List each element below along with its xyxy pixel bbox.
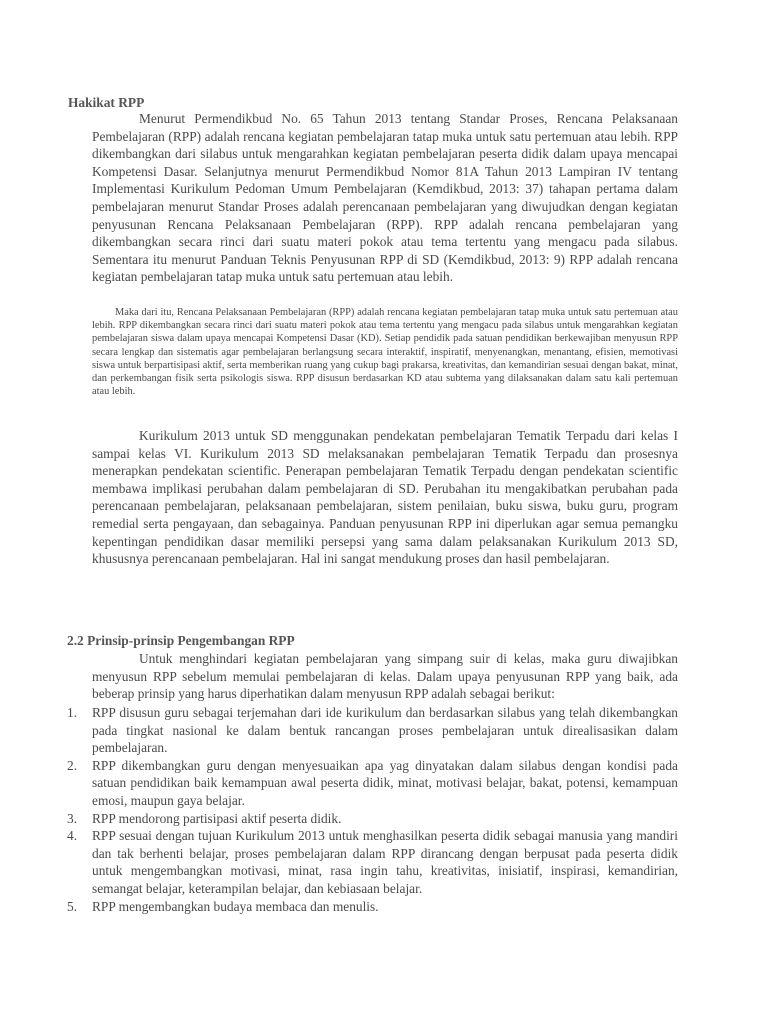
principles-list	[67, 704, 678, 915]
paragraph-quote: Maka dari itu, Rencana Pelaksanaan Pembelajaran (RPP) adalah rencana kegiatan pembelajaran tatap muka untuk satu pertemuan atau lebih. RPP dikembangkan secara rinci dari suatu materi pokok atau tema tertentu yang mengacu pada silabus untuk mengarahkan kegiatan pembelajaran siswa dalam upaya mencapai Kompetensi Dasar (KD). Setiap pendidik pada satuan pendidikan berkewajiban menyusun RPP secara lengkap dan sistematis agar pembelajaran berlangsung secara interaktif, inspiratif, menyenangkan, menantang, efisien, memotivasi siswa untuk berpartisipasi aktif, serta memberikan ruang yang cukup bagi prakarsa, kreativitas, dan kemandirian sesuai dengan bakat, minat, dan perkembangan fisik serta psikologis siswa. RPP disusun berdasarkan KD atau subtema yang dilaksanakan dalam satu kali pertemuan atau lebih.	[92, 307, 678, 398]
list-item-number: 3.	[67, 810, 78, 826]
list-item	[67, 810, 678, 828]
list-item-text: RPP mengembangkan budaya membaca dan menulis.	[92, 898, 379, 914]
list-item-number: 1.	[67, 705, 78, 720]
paragraph-definition: Menurut Permendikbud No. 65 Tahun 2013 tentang Standar Proses, Rencana Pelaksanaan Pembelajaran (RPP) adalah rencana kegiatan pembelajaran tatap muka untuk satu pertemuan atau lebih. RPP dikembangkan dari silabus untuk mengarahkan kegiatan pembelajaran peserta didik dalam upaya mencapai Kompetensi Dasar. Selanjutnya menurut Permendikbud Nomor 81A Tahun 2013 Lampiran IV tentang Implementasi Kurikulum Pedoman Umum Pembelajaran (Kemdikbud, 2013: 37) tahapan pertama dalam pembelajaran menurut Standar Proses adalah perencanaan pembelajaran yang diwujudkan dengan kegiatan penyusunan Rencana Pelaksanaan Pembelajaran (RPP). RPP adalah rencana pembelajaran yang dikembangkan secara rinci dari suatu materi pokok atau tema tertentu yang mengacu pada silabus. Sementara itu menurut Panduan Teknis Penyusunan RPP di SD (Kemdikbud, 2013: 9) RPP adalah rencana kegiatan pembelajaran tatap muka untuk satu pertemuan atau lebih.	[92, 111, 678, 285]
list-item-number: 4.	[67, 828, 78, 844]
list-item	[67, 757, 678, 810]
section-heading-hakikat-rpp: Hakikat RPP	[68, 95, 145, 110]
list-item-text: RPP sesuai dengan tujuan Kurikulum 2013 untuk menghasilkan peserta didik sebagai manusia yang mandiri dan tak berhenti belajar, proses pembelajaran dalam RPP dirancang dengan berpusat pada peserta didik untuk mengembangkan motivasi, minat, rasa ingin tahu, kreativitas, inisiatif, inspirasi, kemandirian, semangat belajar, keterampilan belajar, dan kebiasaan belajar.	[92, 828, 678, 896]
list-item-text: RPP disusun guru sebagai terjemahan dari ide kurikulum dan berdasarkan silabus yang telah dikembangkan pada tingkat nasional ke dalam bentuk rancangan proses pembelajaran untuk direalisasikan dalam pembelajaran.	[92, 705, 678, 756]
list-item-number: 2.	[67, 757, 78, 773]
paragraph-kurikulum: Kurikulum 2013 untuk SD menggunakan pendekatan pembelajaran Tematik Terpadu dari kelas I sampai kelas VI. Kurikulum 2013 SD melaksanakan pembelajaran Tematik Terpadu dan prosesnya menerapkan pendekatan scientific. Penerapan pembelajaran Tematik Terpadu dengan pendekatan scientific membawa implikasi perubahan dalam pembelajaran di SD. Perubahan itu mengakibatkan perubahan pada perencanaan pembelajaran, pelaksanaan pembelajaran, sistem penilaian, buku siswa, buku guru, program remedial serta pengayaan, dan sebagainya. Panduan penyusunan RPP ini diperlukan agar semua pemangku kepentingan pendidikan dasar memiliki persepsi yang sama dalam pelaksanakan Kurikulum 2013 SD, khususnya perencanaan pembelajaran. Hal ini sangat mendukung proses dan hasil pembelajaran.	[92, 428, 678, 567]
list-item-text: RPP mendorong partisipasi aktif peserta didik.	[92, 810, 342, 826]
list-item-text: RPP dikembangkan guru dengan menyesuaikan apa yag dinyatakan dalam silabus dengan kondisi pada satuan pendidikan baik kemampuan awal peserta didik, minat, motivasi belajar, bakat, potensi, kemampuan emosi, maupun gaya belajar.	[92, 757, 678, 808]
section-heading-prinsip: 2.2 Prinsip-prinsip Pengembangan RPP	[67, 633, 295, 648]
paragraph-prinsip-intro: Untuk menghindari kegiatan pembelajaran yang simpang suir di kelas, maka guru diwajibkan menyusun RPP sebelum memulai pembelajaran di kelas. Dalam upaya penyusunan RPP yang baik, ada beberap prinsip yang harus diperhatikan dalam menyusun RPP adalah sebagai berikut:	[92, 651, 678, 702]
list-item	[67, 704, 678, 757]
list-item	[67, 827, 678, 897]
list-item	[67, 898, 678, 916]
list-item-number: 5.	[67, 898, 78, 914]
